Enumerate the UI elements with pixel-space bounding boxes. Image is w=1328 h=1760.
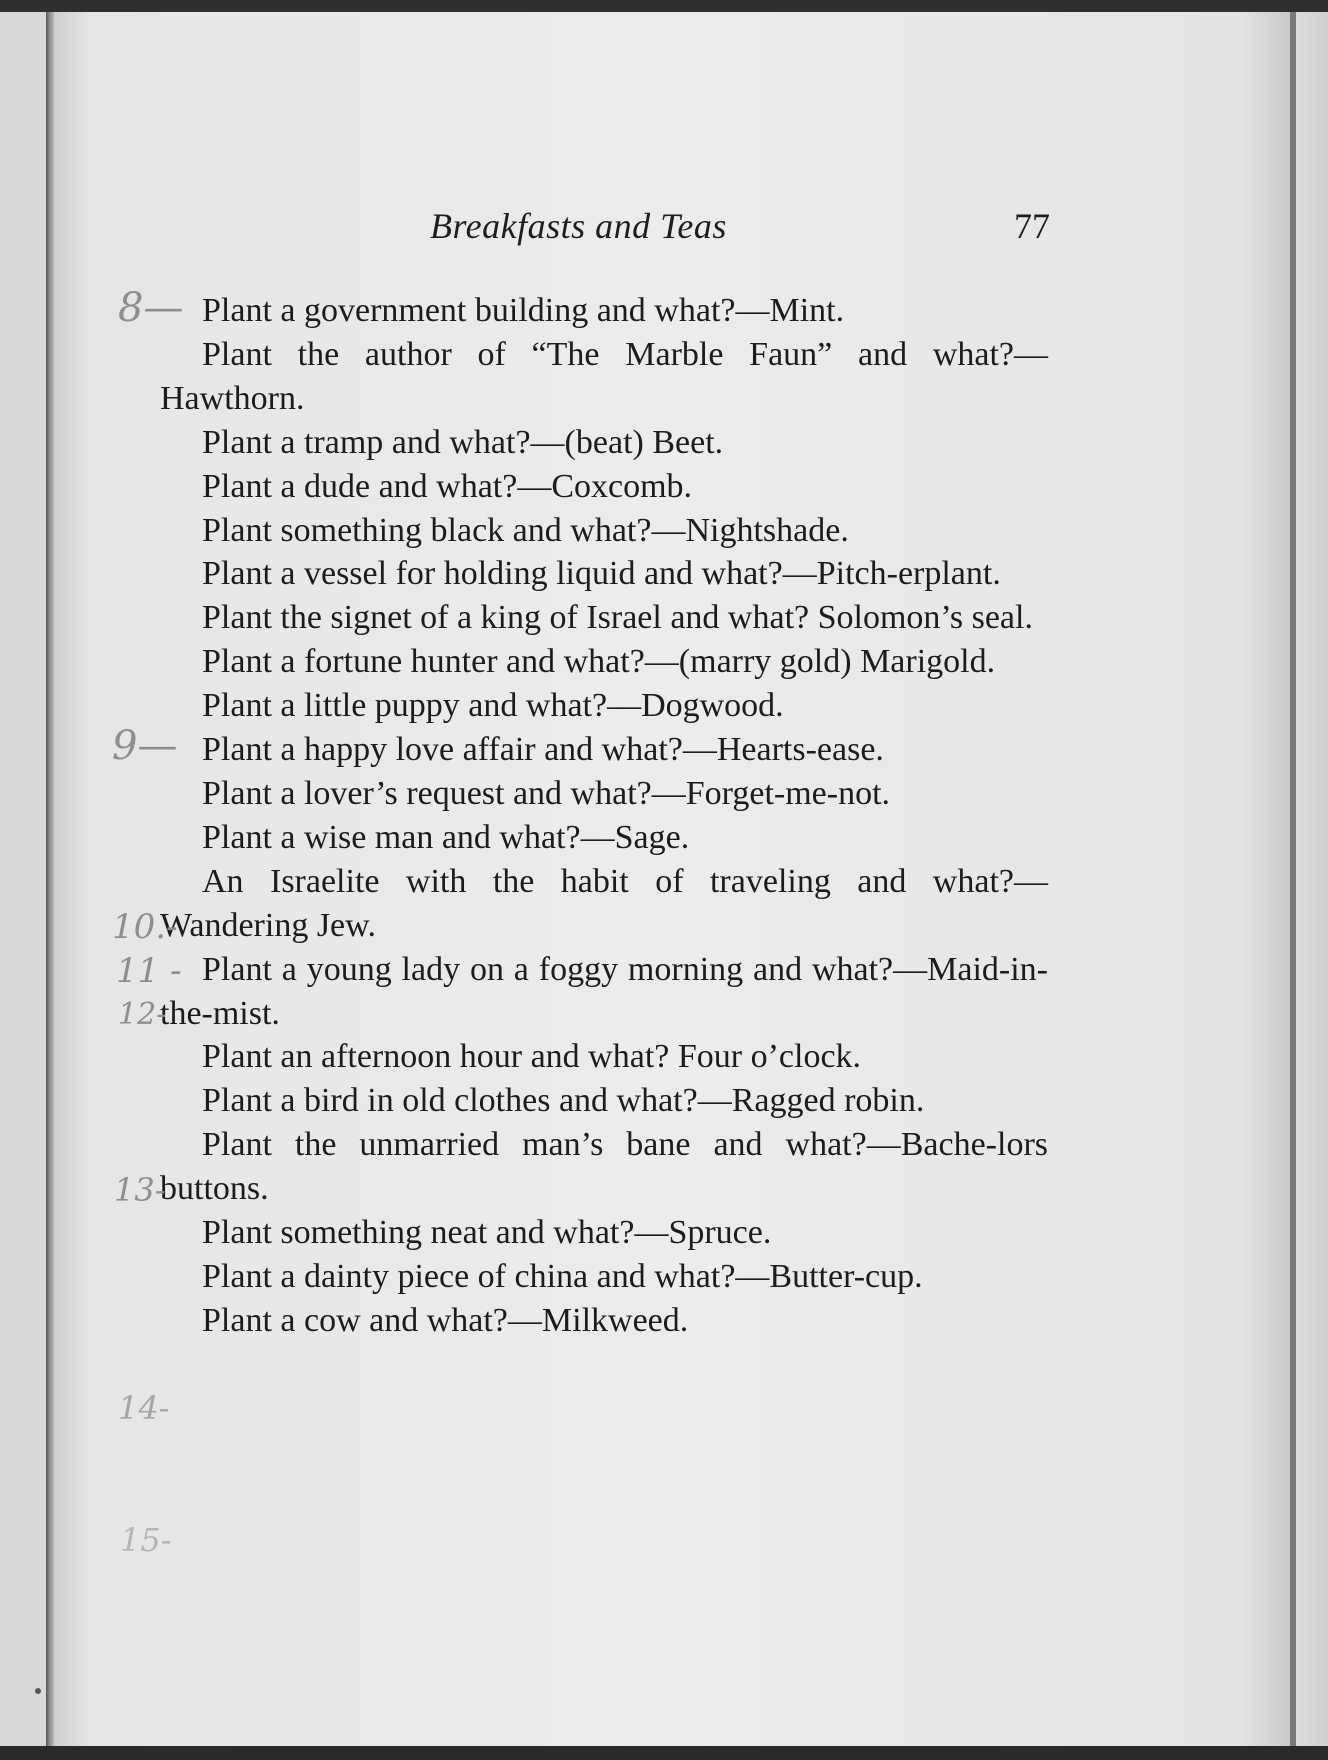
riddle-entry: Plant the signet of a king of Israel and what? Solomon’s seal. — [202, 599, 1033, 637]
riddle-entry: Plant a little puppy and what?—Dogwood. — [202, 687, 784, 725]
riddle-entry: Plant something black and what?—Nightshade. — [202, 511, 849, 549]
riddle-entry: Plant a happy love affair and what?—Hearts-ease. — [202, 731, 884, 769]
riddle-entry: Plant an afternoon hour and what? Four o’clock. — [202, 1038, 862, 1076]
riddle-entry: Plant a cow and what?—Milkweed. — [202, 1301, 689, 1339]
running-head: Breakfasts and Teas — [430, 206, 727, 246]
scan-border-top — [0, 0, 1328, 12]
handwritten-number: 9— — [112, 723, 178, 769]
page-edge-outer — [1296, 12, 1328, 1746]
riddle-entry: Plant a young lady on a foggy morning and what?—Maid-in-the-mist. — [160, 950, 1048, 1032]
riddle-entry: Plant something neat and what?—Spruce. — [202, 1214, 772, 1252]
riddle-entry: Plant a dude and what?—Coxcomb. — [202, 467, 693, 505]
handwritten-number: 10.- — [112, 907, 178, 947]
handwritten-number: 15- — [120, 1521, 172, 1559]
riddle-entry: Plant a lover’s request and what?—Forget-me-not. — [202, 774, 891, 812]
page-body — [160, 289, 1048, 1343]
handwritten-number: 11 - — [116, 951, 182, 991]
riddle-entry: An Israelite with the habit of traveling and what?—Wandering Jew. — [160, 862, 1048, 944]
book-binding — [46, 12, 54, 1746]
riddle-entry: Plant a wise man and what?—Sage. — [202, 818, 690, 856]
riddle-entry: Plant a vessel for holding liquid and what?—Pitch-erplant. — [202, 555, 1001, 593]
handwritten-number: 13- — [114, 1171, 166, 1209]
riddle-entry: Plant a dainty piece of china and what?—Butter-cup. — [202, 1257, 923, 1295]
riddle-entry: Plant the unmarried man’s bane and what?—Bache-lors buttons. — [160, 1126, 1048, 1208]
handwritten-number: 12- — [118, 997, 167, 1032]
riddle-entry: Plant a tramp and what?—(beat) Beet. — [202, 423, 724, 461]
handwritten-number: 14- — [118, 1389, 170, 1427]
page-header — [160, 205, 1050, 255]
riddle-entry: Plant a government building and what?—Mint. — [202, 292, 845, 329]
handwritten-number: 8— — [118, 285, 184, 331]
scan-border-bottom — [0, 1746, 1328, 1760]
riddle-entry: Plant a fortune hunter and what?—(marry gold) Marigold. — [202, 643, 996, 681]
riddle-entry: Plant a bird in old clothes and what?—Ragged robin. — [202, 1082, 925, 1120]
riddle-entry: Plant the author of “The Marble Faun” and what?—Hawthorn. — [160, 335, 1048, 417]
page-number: 77 — [1014, 206, 1050, 246]
